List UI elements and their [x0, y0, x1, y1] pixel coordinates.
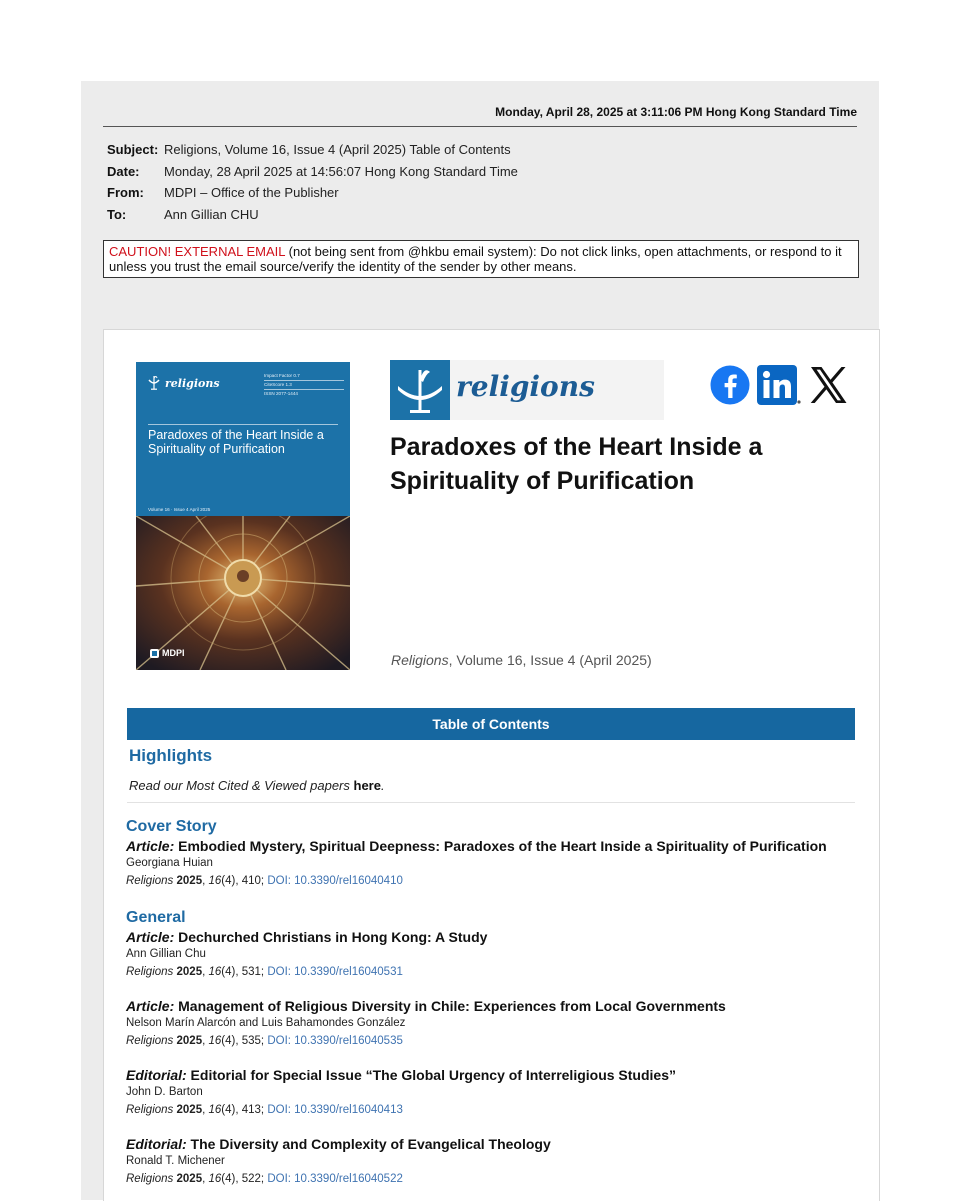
article-entry	[126, 1136, 866, 1188]
cover-logo	[148, 376, 220, 390]
article-authors: Georgiana Huian	[126, 857, 213, 869]
cover-logo-text: religions	[165, 376, 220, 390]
citation-journal: Religions	[126, 1104, 174, 1116]
article-title-link[interactable]	[126, 838, 866, 855]
article-citation: Religions 2025, 16(4), 413; DOI: 10.3390/rel16040413	[126, 1104, 403, 1116]
article-title: Dechurched Christians in Hong Kong: A Study	[174, 929, 488, 945]
citation-year: 2025	[173, 1035, 203, 1047]
article-authors: Ronald T. Michener	[126, 1155, 225, 1167]
article-entry	[126, 929, 866, 981]
article-entry	[126, 838, 866, 890]
cover-issn: ISSN 2077-1444	[264, 391, 298, 396]
issue-details: , Volume 16, Issue 4 (April 2025)	[448, 652, 652, 668]
cover-metrics	[264, 372, 344, 398]
article-citation: Religions 2025, 16(4), 535; DOI: 10.3390/rel16040535	[126, 1035, 403, 1047]
citation-year: 2025	[173, 1104, 203, 1116]
header-divider	[103, 126, 857, 127]
journal-wordmark: religions	[456, 370, 595, 403]
caution-text: (not being sent from @hkbu email system): Do not click links, open attachments, or respond to it unless you trust the email source/verify the identity of the sender by other means.	[109, 244, 842, 274]
cover-impact-factor: Impact Factor 0.7	[264, 372, 344, 381]
journal-cover-image[interactable]	[136, 362, 350, 670]
article-title-link[interactable]	[126, 1067, 866, 1084]
from-label: From:	[107, 185, 144, 201]
date-label: Date:	[107, 163, 140, 179]
newsletter-body	[103, 329, 880, 1201]
journal-name: Religions	[391, 652, 449, 668]
article-title-link[interactable]	[126, 929, 866, 946]
cover-publisher-text: MDPI	[162, 648, 185, 658]
article-type: Article:	[126, 838, 175, 854]
date-value: Monday, 28 April 2025 at 14:56:07 Hong Kong Standard Time	[164, 163, 518, 179]
section-heading-general: General	[126, 909, 186, 926]
citation-journal: Religions	[126, 966, 174, 978]
doi-link[interactable]: DOI: 10.3390/rel16040410	[267, 875, 403, 887]
cover-title: Paradoxes of the Heart Inside a Spirituality of Purification	[148, 428, 324, 456]
section-heading-cover-story: Cover Story	[126, 818, 217, 835]
highlights-heading: Highlights	[129, 746, 213, 765]
cover-publisher-logo	[150, 648, 185, 658]
from-row	[107, 182, 518, 204]
article-authors: John D. Barton	[126, 1086, 203, 1098]
issue-title: Paradoxes of the Heart Inside a Spirituality of Purification	[390, 433, 763, 495]
chalice-icon	[148, 376, 160, 390]
citation-volume: 16	[208, 875, 222, 887]
subject-value: Religions, Volume 16, Issue 4 (April 2025) Table of Contents	[164, 142, 511, 158]
highlights-here-link[interactable]: here	[353, 778, 381, 793]
article-title: Editorial for Special Issue “The Global Urgency of Interreligious Studies”	[186, 1067, 676, 1083]
citation-journal: Religions	[126, 1035, 174, 1047]
toc-divider	[127, 802, 855, 803]
cover-volume: Volume 16 · Issue 4 April 2025	[148, 507, 211, 512]
print-timestamp: Monday, April 28, 2025 at 3:11:06 PM Hong Kong Standard Time	[495, 105, 857, 119]
citation-year: 2025	[173, 875, 203, 887]
article-type: Editorial:	[126, 1067, 187, 1083]
linkedin-icon[interactable]	[757, 365, 801, 405]
article-type: Editorial:	[126, 1136, 187, 1152]
article-title-link[interactable]	[126, 998, 866, 1015]
article-entry	[126, 1067, 866, 1119]
chalice-icon	[390, 360, 450, 420]
citation-volume: 16	[208, 1173, 222, 1185]
citation-issue-page: (4), 522;	[221, 1173, 268, 1185]
doi-link[interactable]: DOI: 10.3390/rel16040522	[267, 1173, 403, 1185]
cover-citescore: CiteScore 1.3	[264, 381, 344, 390]
doi-link[interactable]: DOI: 10.3390/rel16040531	[267, 966, 403, 978]
journal-logo-tile	[390, 360, 450, 420]
citation-issue-page: (4), 413;	[221, 1104, 268, 1116]
article-citation: Religions 2025, 16(4), 522; DOI: 10.3390/rel16040522	[126, 1173, 403, 1185]
from-value: MDPI – Office of the Publisher	[164, 185, 339, 201]
article-title: Embodied Mystery, Spiritual Deepness: Paradoxes of the Heart Inside a Spirituality of Purification	[174, 838, 827, 854]
journal-masthead[interactable]	[390, 360, 664, 420]
doi-link[interactable]: DOI: 10.3390/rel16040413	[267, 1104, 403, 1116]
article-type: Article:	[126, 929, 175, 945]
highlights-note-text: Read our Most Cited & Viewed papers	[129, 778, 354, 793]
x-icon[interactable]	[808, 365, 848, 405]
highlights-note-end: .	[380, 778, 385, 793]
citation-journal: Religions	[126, 1173, 174, 1185]
to-row	[107, 204, 518, 226]
highlights-note	[129, 778, 385, 793]
external-email-warning	[103, 240, 859, 278]
article-type: Article:	[126, 998, 175, 1014]
citation-year: 2025	[173, 1173, 203, 1185]
article-citation: Religions 2025, 16(4), 531; DOI: 10.3390/rel16040531	[126, 966, 403, 978]
citation-issue-page: (4), 535;	[221, 1035, 268, 1047]
citation-volume: 16	[208, 1104, 222, 1116]
article-title: Management of Religious Diversity in Chile: Experiences from Local Governments	[174, 998, 726, 1014]
dome-fresco-image	[136, 516, 350, 670]
social-links	[710, 365, 848, 405]
citation-year: 2025	[173, 966, 203, 978]
printed-email-page	[81, 81, 879, 1200]
article-authors: Nelson Marín Alarcón and Luis Bahamondes González	[126, 1017, 406, 1029]
citation-issue-page: (4), 410;	[221, 875, 268, 887]
article-authors: Ann Gillian Chu	[126, 948, 206, 960]
article-title: The Diversity and Complexity of Evangelical Theology	[186, 1136, 551, 1152]
issue-citation	[391, 652, 652, 668]
date-row	[107, 161, 518, 183]
citation-journal: Religions	[126, 875, 174, 887]
article-title-link[interactable]	[126, 1136, 866, 1153]
caution-label: CAUTION! EXTERNAL EMAIL	[109, 244, 286, 259]
citation-volume: 16	[208, 1035, 222, 1047]
email-headers	[107, 139, 518, 225]
mdpi-logo-icon	[150, 649, 159, 658]
to-label: To:	[107, 206, 127, 222]
cover-divider	[148, 424, 338, 425]
table-of-contents-banner: Table of Contents	[127, 708, 855, 740]
article-citation: Religions 2025, 16(4), 410; DOI: 10.3390/rel16040410	[126, 875, 403, 887]
facebook-icon[interactable]	[710, 365, 750, 405]
citation-issue-page: (4), 531;	[221, 966, 268, 978]
article-entry	[126, 998, 866, 1050]
subject-row	[107, 139, 518, 161]
citation-volume: 16	[208, 966, 222, 978]
subject-label: Subject:	[107, 142, 159, 158]
to-value: Ann Gillian CHU	[164, 206, 259, 222]
doi-link[interactable]: DOI: 10.3390/rel16040535	[267, 1035, 403, 1047]
